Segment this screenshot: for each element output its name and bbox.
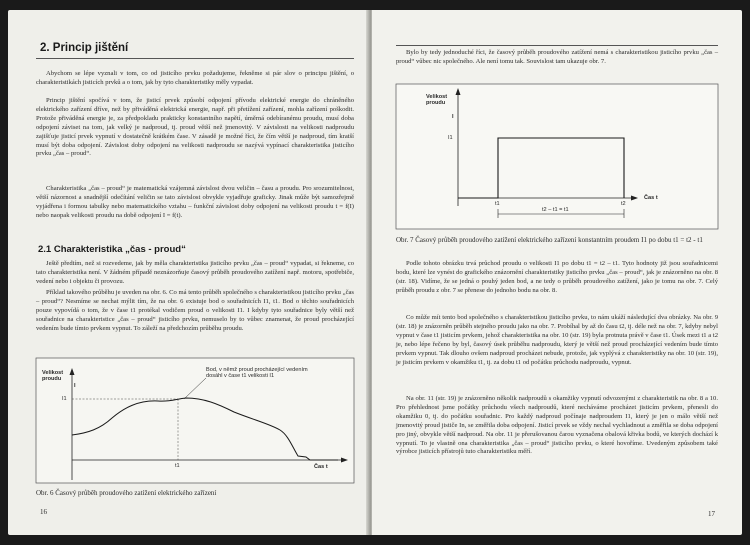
graph-y-tick-i1: I1 bbox=[62, 396, 67, 402]
graph-xlabel: Čas t bbox=[644, 195, 658, 201]
characteristic-paragraph: Charakteristika „čas – proud“ je matematická vzájemná závislost dvou veličin – času a proudu. Pro srozumitelnost, větší názornost a snadnější odečítání veličin se tato závislost obvykle vyjadřuje graficky. Jinak může být samozřejmě vyjádřena i formou tabulky nebo matematického vztahu – funkční závislost doby odpojení na velikosti proudu t = f(I) nebo naopak velikosti proudu na době odpojení I = f(t). bbox=[36, 185, 354, 219]
graph-annotation: Bod, v němž proud procházející vedením dosáhl v čase t1 velikosti I1 bbox=[206, 367, 308, 380]
intro-paragraph-right: Bylo by tedy jednoduché říci, že časový průběh proudového zatížení nemá s charakteristikou jisticího prvku „čas – proud“ vůbec nic společného. Ale není tomu tak. Souvislost tam ukazuje obr. 7. bbox=[396, 49, 718, 65]
page-number-right: 17 bbox=[708, 510, 715, 518]
graph-t2-label: t2 bbox=[621, 201, 626, 207]
section-paragraph-1: Ještě předtím, než si rozvedeme, jak by měla charakteristika jisticího prvku „čas – proud“ vypadat, si řekneme, co tato charakteristika není. V žádném případě neznázorňuje časový průběh proudového zatížení např. motoru, spotřebiče, vedení nebo i objektu či provozu. bbox=[36, 260, 354, 285]
current-load-graph bbox=[8, 10, 370, 535]
section-heading: 2.1 Charakteristika „čas - proud“ bbox=[38, 244, 186, 255]
graph-t1-label: t1 bbox=[495, 201, 500, 207]
page-number-left: 16 bbox=[40, 508, 47, 516]
chapter-heading: 2. Princip jištění bbox=[40, 42, 129, 54]
graph-ylabel: Velikost proudu bbox=[426, 94, 448, 107]
graph-ysymbol: I bbox=[452, 114, 454, 120]
graph-x-tick-t1: t1 bbox=[175, 463, 180, 469]
graph-xlabel: Čas t bbox=[314, 464, 328, 470]
left-page bbox=[8, 10, 370, 535]
principle-paragraph: Princip jištění spočívá v tom, že jisticí prvek způsobí odpojení přívodu elektrické energie do chráněného elektrického zařízení dříve, než by přiváděná elektrická energie, např. při přetížení zařízení, mohla zařízení poškodit. Protože přiváděná energie je, za předpokladu prakticky konstantního napětí, úměrná odebíranému proudu, musí doba odpojení záviset na tom, jak velký je nadproud, tj. proud větší než jmenovitý. V závislosti na velikosti nadproudu zajišťuje jisticí prvek vypnutí v dostatečně krátkém čase. V zásadě je možné říci, že čím větší je nadproud, tím kratší musí být doba odpojení. Závislost doby odpojení na velikosti nadproudu se nazývá vypínací charakteristika jisticího prvku „čas – proud“. bbox=[36, 97, 354, 158]
section-paragraph-2: Příklad takového průběhu je uveden na obr. 6. Co má tento průběh společného s charakteristikou jisticího prvku „čas – proud“? Nesmíme se nechat mýlit tím, že na obr. 6 existuje bod o souřadnicích I1, t1. Bod o těchto souřadnicích pouze vypovídá o tom, že v čase t1 protékal vodičem proud o velikosti I1. I kdyby tyto souřadnice byly větší než souřadnice na charakteristice „čas – proud“ jisticího prvku, nemuselo by to vůbec znamenat, že proud procházející vedením bude tímto prvkem vypnut. To záleží na předchozím průběhu proudu. bbox=[36, 289, 354, 332]
intro-paragraph: Abychom se lépe vyznali v tom, co od jisticího prvku požadujeme, řekněme si pár slov o principu jištění, o charakteristikách jisticích prvků a o tom, jak by tyto charakteristiky měly vypadat. bbox=[36, 70, 354, 86]
explanation-paragraph-2: Co může mít tento bod společného s charakteristikou jisticího prvku, to nám ukáží následující dva obrázky. Na obr. 9 (str. 18) je znázorněn průběh stejného proudu jako na obr. 7. Probíhal by až do času t2, tj. déle než na obr. 7, kdyby nebyl vypnut v čase t1 jisticím prvkem, jehož charakteristika na obr. 10 (str. 19) byla protnuta právě v čase t1. Úsek mezi t1 a t2 je, nebo lépe řečeno by byl, časový úsek průběhu nadproudu, který je větší než proud procházející vedením bude tímto prvkem vypnut. Tak dlouho ovšem nadproud procházet nebude, protože, jak vyplývá z charakteristiky na obr. 10 (str. 19), je jisticím prvkem v okamžiku t1, tj. za dobu t1 od počátku průchodu nadproudu, vypnut. bbox=[396, 314, 718, 366]
figure-7-caption: Obr. 7 Časový průběh proudového zatížení elektrického zařízení konstantním proudem I1 po dobu t1 = t2 - t1 bbox=[396, 236, 703, 244]
graph-y-tick-i1: I1 bbox=[448, 135, 453, 141]
explanation-paragraph-3: Na obr. 11 (str. 19) je znázorněno několik nadproudů s okamžiky vypnutí odvozenými z charakteristik na obr. 8 a 10. Pro přehlednost jsme počátky průchodu všech nadproudů, které necháváme procházet jisticím prvkem, přenesli do okamžiku 0, tj. do počátku souřadnic. Pro každý nadproud počínaje nadproudem I1, který je jen o málo větší než jmenovitý proud jističe In, se změřila doba odpojení. Jisticí prvek se vždy nechal vychladnout a změřila se doba odpojení pro jiný, obvykle větší nadproud. Na obr. 11 je přerušovanou čarou vyznačena obalová křivka bodů, ve kterých dochází k vypnutí. To je vlastně ona charakteristika „čas – proud“ jisticího prvku, o které hovoříme. Uvedeným způsobem také výrobce jisticích přístrojů tuto charakteristiku měří. bbox=[396, 395, 718, 456]
graph-ylabel: Velikost proudu bbox=[42, 370, 64, 383]
graph-ysymbol: I bbox=[74, 383, 76, 389]
graph-interval-label: t2 – t1 = t1 bbox=[542, 207, 569, 213]
explanation-paragraph-1: Podle tohoto obrázku trvá průchod proudu o velikosti I1 po dobu t1 = t2 – t1. Tyto hodnoty již jsou souřadnicemi bodu, které lze vynést do grafického znázornění charakteristiky jisticího prvku „čas – proud“, jak je znázorněno na obr. 8 (str. 18). Vidíme, že se jedná o pouhý jeden bod, a ne tedy o průběh proudového zatížení, jako je tomu na obr. 7. Celý průběh proudu z obr. 7 se přenese do jednoho bodu na obr. 8. bbox=[396, 260, 718, 294]
figure-6-caption: Obr. 6 Časový průběh proudového zatížení elektrického zařízení bbox=[36, 489, 217, 497]
right-page bbox=[372, 10, 742, 535]
